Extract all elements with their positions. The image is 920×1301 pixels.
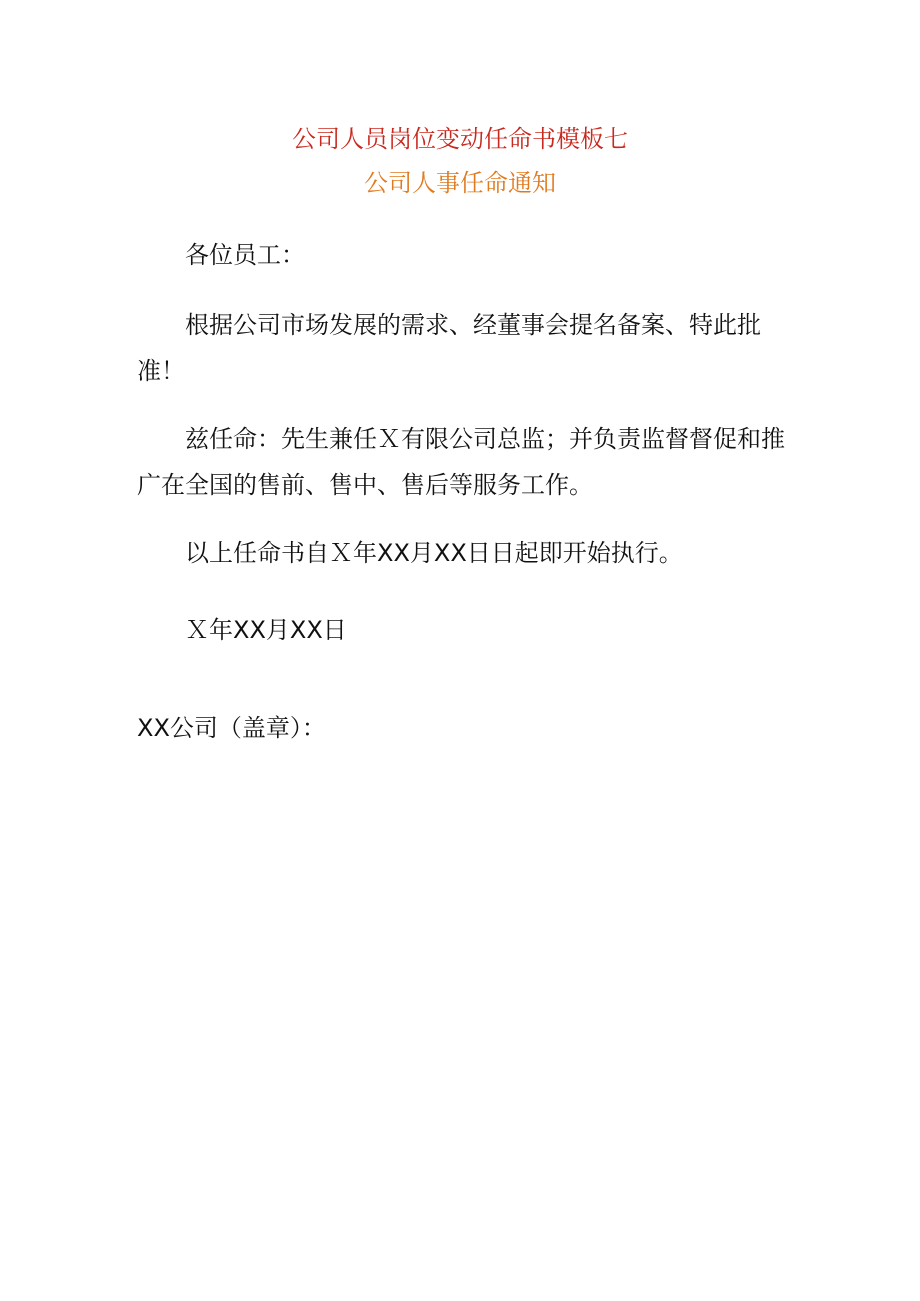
paragraph-effective: 以上任命书自Ｘ年XX月XX日日起即开始执行。	[185, 539, 683, 567]
document-date: Ｘ年XX月XX日	[185, 616, 347, 644]
document-title: 公司人员岗位变动任命书模板七	[292, 125, 628, 153]
greeting: 各位员工：	[185, 241, 305, 269]
paragraph-appointment: 兹任命：先生兼任Ｘ有限公司总监；并负责监督督促和推广在全国的售前、售中、售后等服务工作。	[137, 425, 785, 499]
document-subtitle: 公司人事任命通知	[364, 169, 556, 197]
paragraph-basis: 根据公司市场发展的需求、经董事会提名备案、特此批准！	[137, 311, 761, 385]
company-signature: XX公司（盖章）：	[137, 714, 326, 742]
